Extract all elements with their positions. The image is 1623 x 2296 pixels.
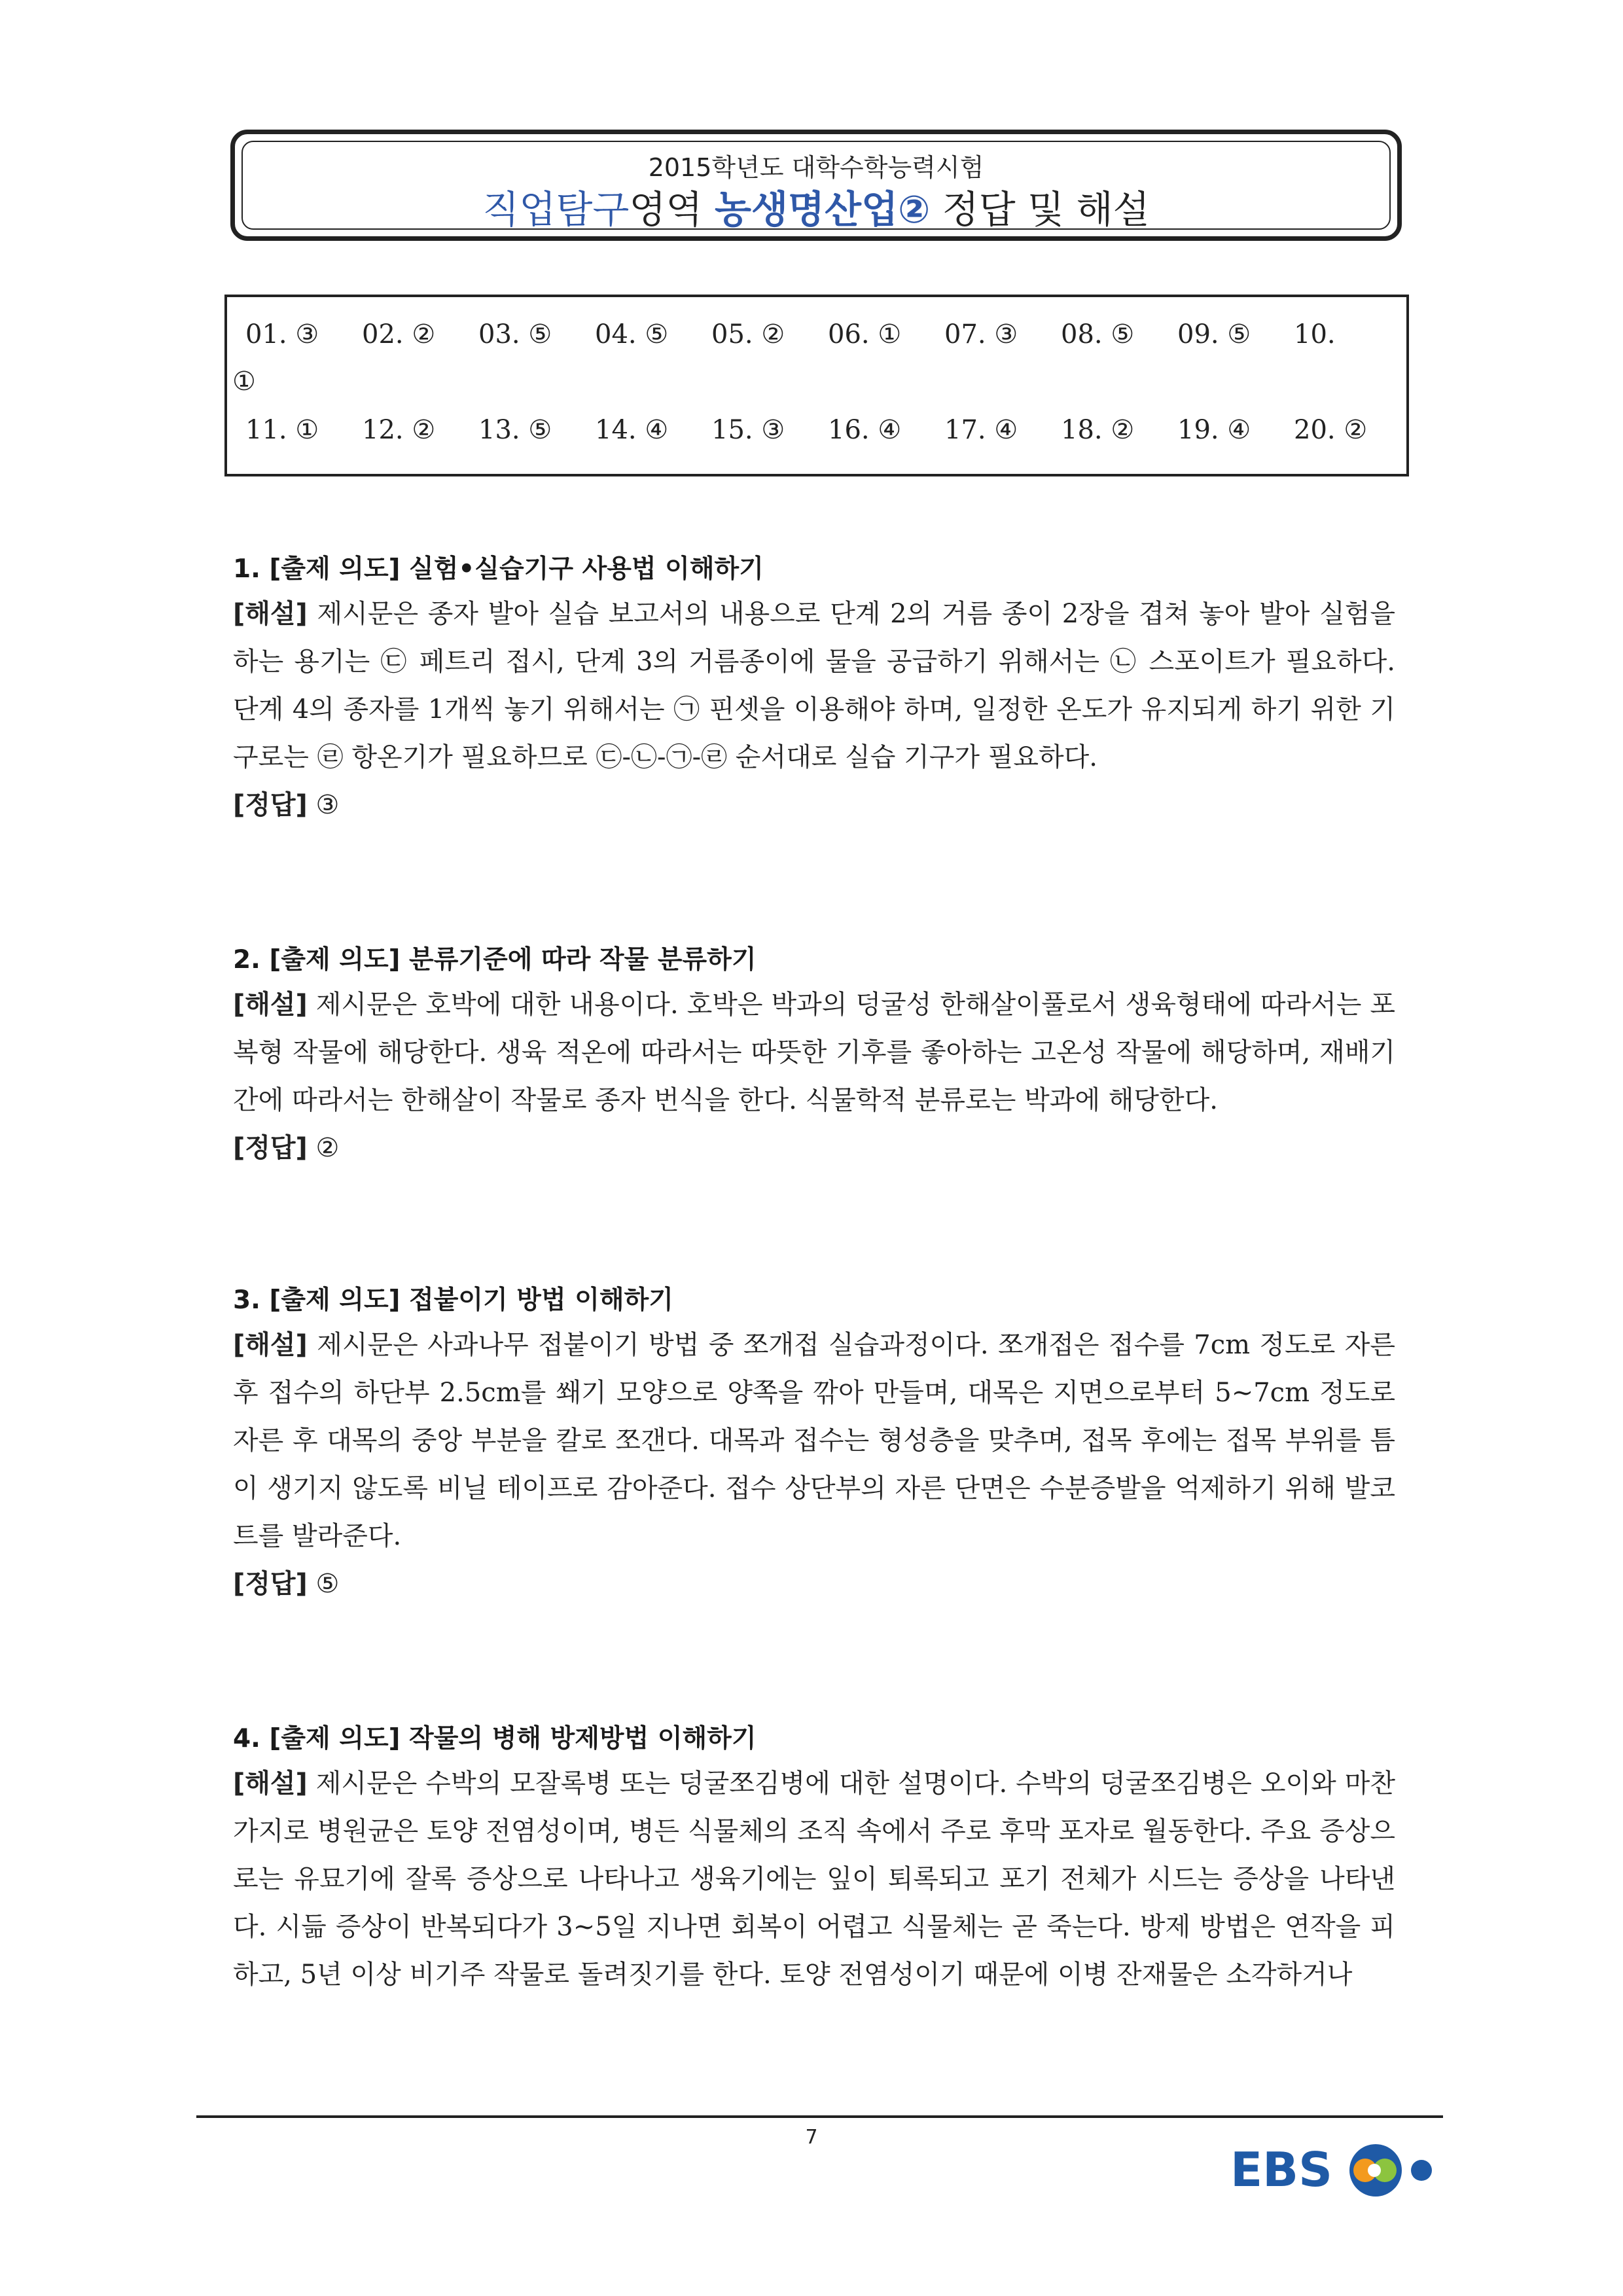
answer-number: 07.	[944, 319, 995, 350]
title-subject-name: 농생명산업②	[714, 187, 931, 232]
footer-divider	[196, 2115, 1443, 2118]
answer-wrap-value: ①	[232, 367, 256, 397]
answer-number: 18.	[1061, 415, 1111, 445]
answer-number: 04.	[595, 319, 645, 350]
exam-subtitle: 2015학년도 대학수학능력시험	[648, 153, 984, 182]
answer-cell	[478, 319, 595, 350]
answer-cell	[1294, 415, 1367, 445]
answer-choice: ④	[878, 415, 902, 445]
answer-choice: ⑤	[528, 415, 552, 445]
answer-row-2	[245, 415, 1406, 445]
answer-number: 20.	[1294, 415, 1344, 445]
question-answer	[233, 1560, 1395, 1608]
answer-value: ⑤	[307, 1569, 340, 1599]
answer-cell	[595, 415, 711, 445]
answer-cell	[1061, 319, 1177, 350]
explanation-text: 제시문은 사과나무 접붙이기 방법 중 쪼개접 실습과정이다. 쪼개접은 접수를 7cm 정도로 자른 후 접수의 하단부 2.5cm를 쐐기 모양으로 양쪽을 깎아 만들며, 대목은 지면으로부터 5~7cm 정도로 자른 후 대목의 중앙 부분을 칼로 쪼갠다. 대목과 접수는 형성층을 맞추며, 접목 후에는 접목 부위를 틈이 생기지 않도록 비닐 테이프로 감아준다. 접수 상단부의 자른 단면은 수분증발을 억제하기 위해 발코트를 발라준다.	[233, 1330, 1395, 1551]
explanation-label: [해설]	[233, 1330, 308, 1360]
answer-cell	[1294, 319, 1336, 350]
answer-number: 09.	[1177, 319, 1228, 350]
title-area-word: 영역	[629, 187, 715, 232]
answer-choice: ⑤	[645, 319, 669, 350]
answer-cell	[362, 415, 478, 445]
page-number: 7	[805, 2126, 818, 2149]
answer-label: [정답]	[233, 790, 308, 820]
answer-number: 17.	[944, 415, 995, 445]
question-answer	[233, 1124, 1395, 1172]
question-explanation	[233, 590, 1395, 781]
answer-label: [정답]	[233, 1133, 308, 1163]
answer-choice: ④	[1227, 415, 1251, 445]
answer-cell	[828, 319, 944, 350]
answer-choice: ③	[295, 319, 319, 350]
title-suffix: 정답 및 해설	[930, 187, 1150, 232]
question-3	[233, 1280, 1395, 1608]
answer-cell	[944, 415, 1061, 445]
answer-cell	[1177, 319, 1294, 350]
question-title: 4. [출제 의도] 작물의 병해 방제방법 이해하기	[233, 1724, 757, 1753]
question-title: 2. [출제 의도] 분류기준에 따라 작물 분류하기	[233, 945, 757, 975]
answer-number: 16.	[828, 415, 878, 445]
answer-cell	[245, 415, 362, 445]
page-title	[235, 179, 1397, 234]
question-explanation	[233, 981, 1395, 1124]
answer-choice: ②	[761, 319, 785, 350]
ebs-logo-icon	[1230, 2135, 1453, 2207]
question-answer	[233, 781, 1395, 829]
answer-value: ③	[307, 790, 340, 820]
explanation-label: [해설]	[233, 599, 308, 629]
answer-number: 11.	[245, 415, 296, 445]
answer-number: 14.	[595, 415, 645, 445]
answer-choice: ②	[1111, 415, 1135, 445]
answer-value: ②	[307, 1133, 340, 1163]
answer-choice: ②	[1344, 415, 1368, 445]
answer-number: 13.	[478, 415, 529, 445]
question-title: 1. [출제 의도] 실험•실습기구 사용법 이해하기	[233, 554, 764, 584]
answer-label: [정답]	[233, 1569, 308, 1599]
answer-cell	[595, 319, 711, 350]
answer-row-1	[245, 319, 1406, 350]
question-explanation	[233, 1321, 1395, 1560]
answer-cell	[478, 415, 595, 445]
answer-cell	[944, 319, 1061, 350]
question-2	[233, 939, 1395, 1172]
answer-cell	[245, 319, 362, 350]
answer-choice: ③	[761, 415, 785, 445]
answer-choice: ①	[295, 415, 319, 445]
question-explanation	[233, 1760, 1395, 1999]
answer-number: 01.	[245, 319, 296, 350]
explanation-label: [해설]	[233, 1768, 308, 1799]
answer-number: 15.	[711, 415, 762, 445]
explanation-text: 제시문은 수박의 모잘록병 또는 덩굴쪼김병에 대한 설명이다. 수박의 덩굴쪼김병은 오이와 마찬가지로 병원균은 토양 전염성이며, 병든 식물체의 조직 속에서 주로 후막 포자로 월동한다. 주요 증상으로는 유묘기에 잘록 증상으로 나타나고 생육기에는 잎이 퇴록되고 포기 전체가 시드는 증상을 나타낸다. 시듦 증상이 반복되다가 3~5일 지나면 회복이 어렵고 식물체는 곧 죽는다. 방제 방법은 연작을 피하고, 5년 이상 비기주 작물로 돌려짓기를 한다. 토양 전염성이기 때문에 이병 잔재물은 소각하거나	[233, 1768, 1395, 1990]
answer-number: 10.	[1294, 319, 1336, 350]
explanation-text: 제시문은 종자 발아 실습 보고서의 내용으로 단계 2의 거름 종이 2장을 겹쳐 놓아 발아 실험을 하는 용기는 ㉢ 페트리 접시, 단계 3의 거름종이에 물을 공급하기 위해서는 ㉡ 스포이트가 필요하다. 단계 4의 종자를 1개씩 놓기 위해서는 ㉠ 핀셋을 이용해야 하며, 일정한 온도가 유지되게 하기 위한 기구로는 ㉣ 항온기가 필요하므로 ㉢-㉡-㉠-㉣ 순서대로 실습 기구가 필요하다.	[233, 599, 1395, 772]
answer-choice: ②	[412, 319, 436, 350]
answer-cell	[1177, 415, 1294, 445]
answer-number: 12.	[362, 415, 412, 445]
question-1	[233, 548, 1395, 829]
answer-number: 19.	[1177, 415, 1228, 445]
answer-number: 08.	[1061, 319, 1111, 350]
answer-choice: ③	[994, 319, 1018, 350]
answer-number: 06.	[828, 319, 878, 350]
title-subject-area: 직업탐구	[482, 187, 630, 232]
answer-number: 05.	[711, 319, 762, 350]
ebs-logo	[1230, 2135, 1453, 2207]
answer-choice: ②	[412, 415, 436, 445]
question-4	[233, 1718, 1395, 1999]
answer-cell	[711, 415, 828, 445]
answer-key-table	[224, 295, 1409, 476]
answer-number: 03.	[478, 319, 529, 350]
answer-choice: ⑤	[1227, 319, 1251, 350]
question-title: 3. [출제 의도] 접붙이기 방법 이해하기	[233, 1285, 673, 1315]
answer-choice: ①	[878, 319, 902, 350]
answer-number: 02.	[362, 319, 412, 350]
ebs-logo-text: EBS	[1230, 2142, 1332, 2197]
explanation-text: 제시문은 호박에 대한 내용이다. 호박은 박과의 덩굴성 한해살이풀로서 생육형태에 따라서는 포복형 작물에 해당한다. 생육 적온에 따라서는 따뜻한 기후를 좋아하는 고온성 작물에 해당하며, 재배기간에 따라서는 한해살이 작물로 종자 번식을 한다. 식물학적 분류로는 박과에 해당한다.	[233, 990, 1395, 1115]
answer-choice: ④	[645, 415, 669, 445]
answer-cell	[1061, 415, 1177, 445]
answer-choice: ⑤	[528, 319, 552, 350]
answer-cell	[711, 319, 828, 350]
answer-cell	[828, 415, 944, 445]
answer-choice: ④	[994, 415, 1018, 445]
answer-choice: ⑤	[1111, 319, 1135, 350]
title-box	[230, 130, 1402, 241]
explanation-label: [해설]	[233, 990, 308, 1020]
answer-cell	[362, 319, 478, 350]
